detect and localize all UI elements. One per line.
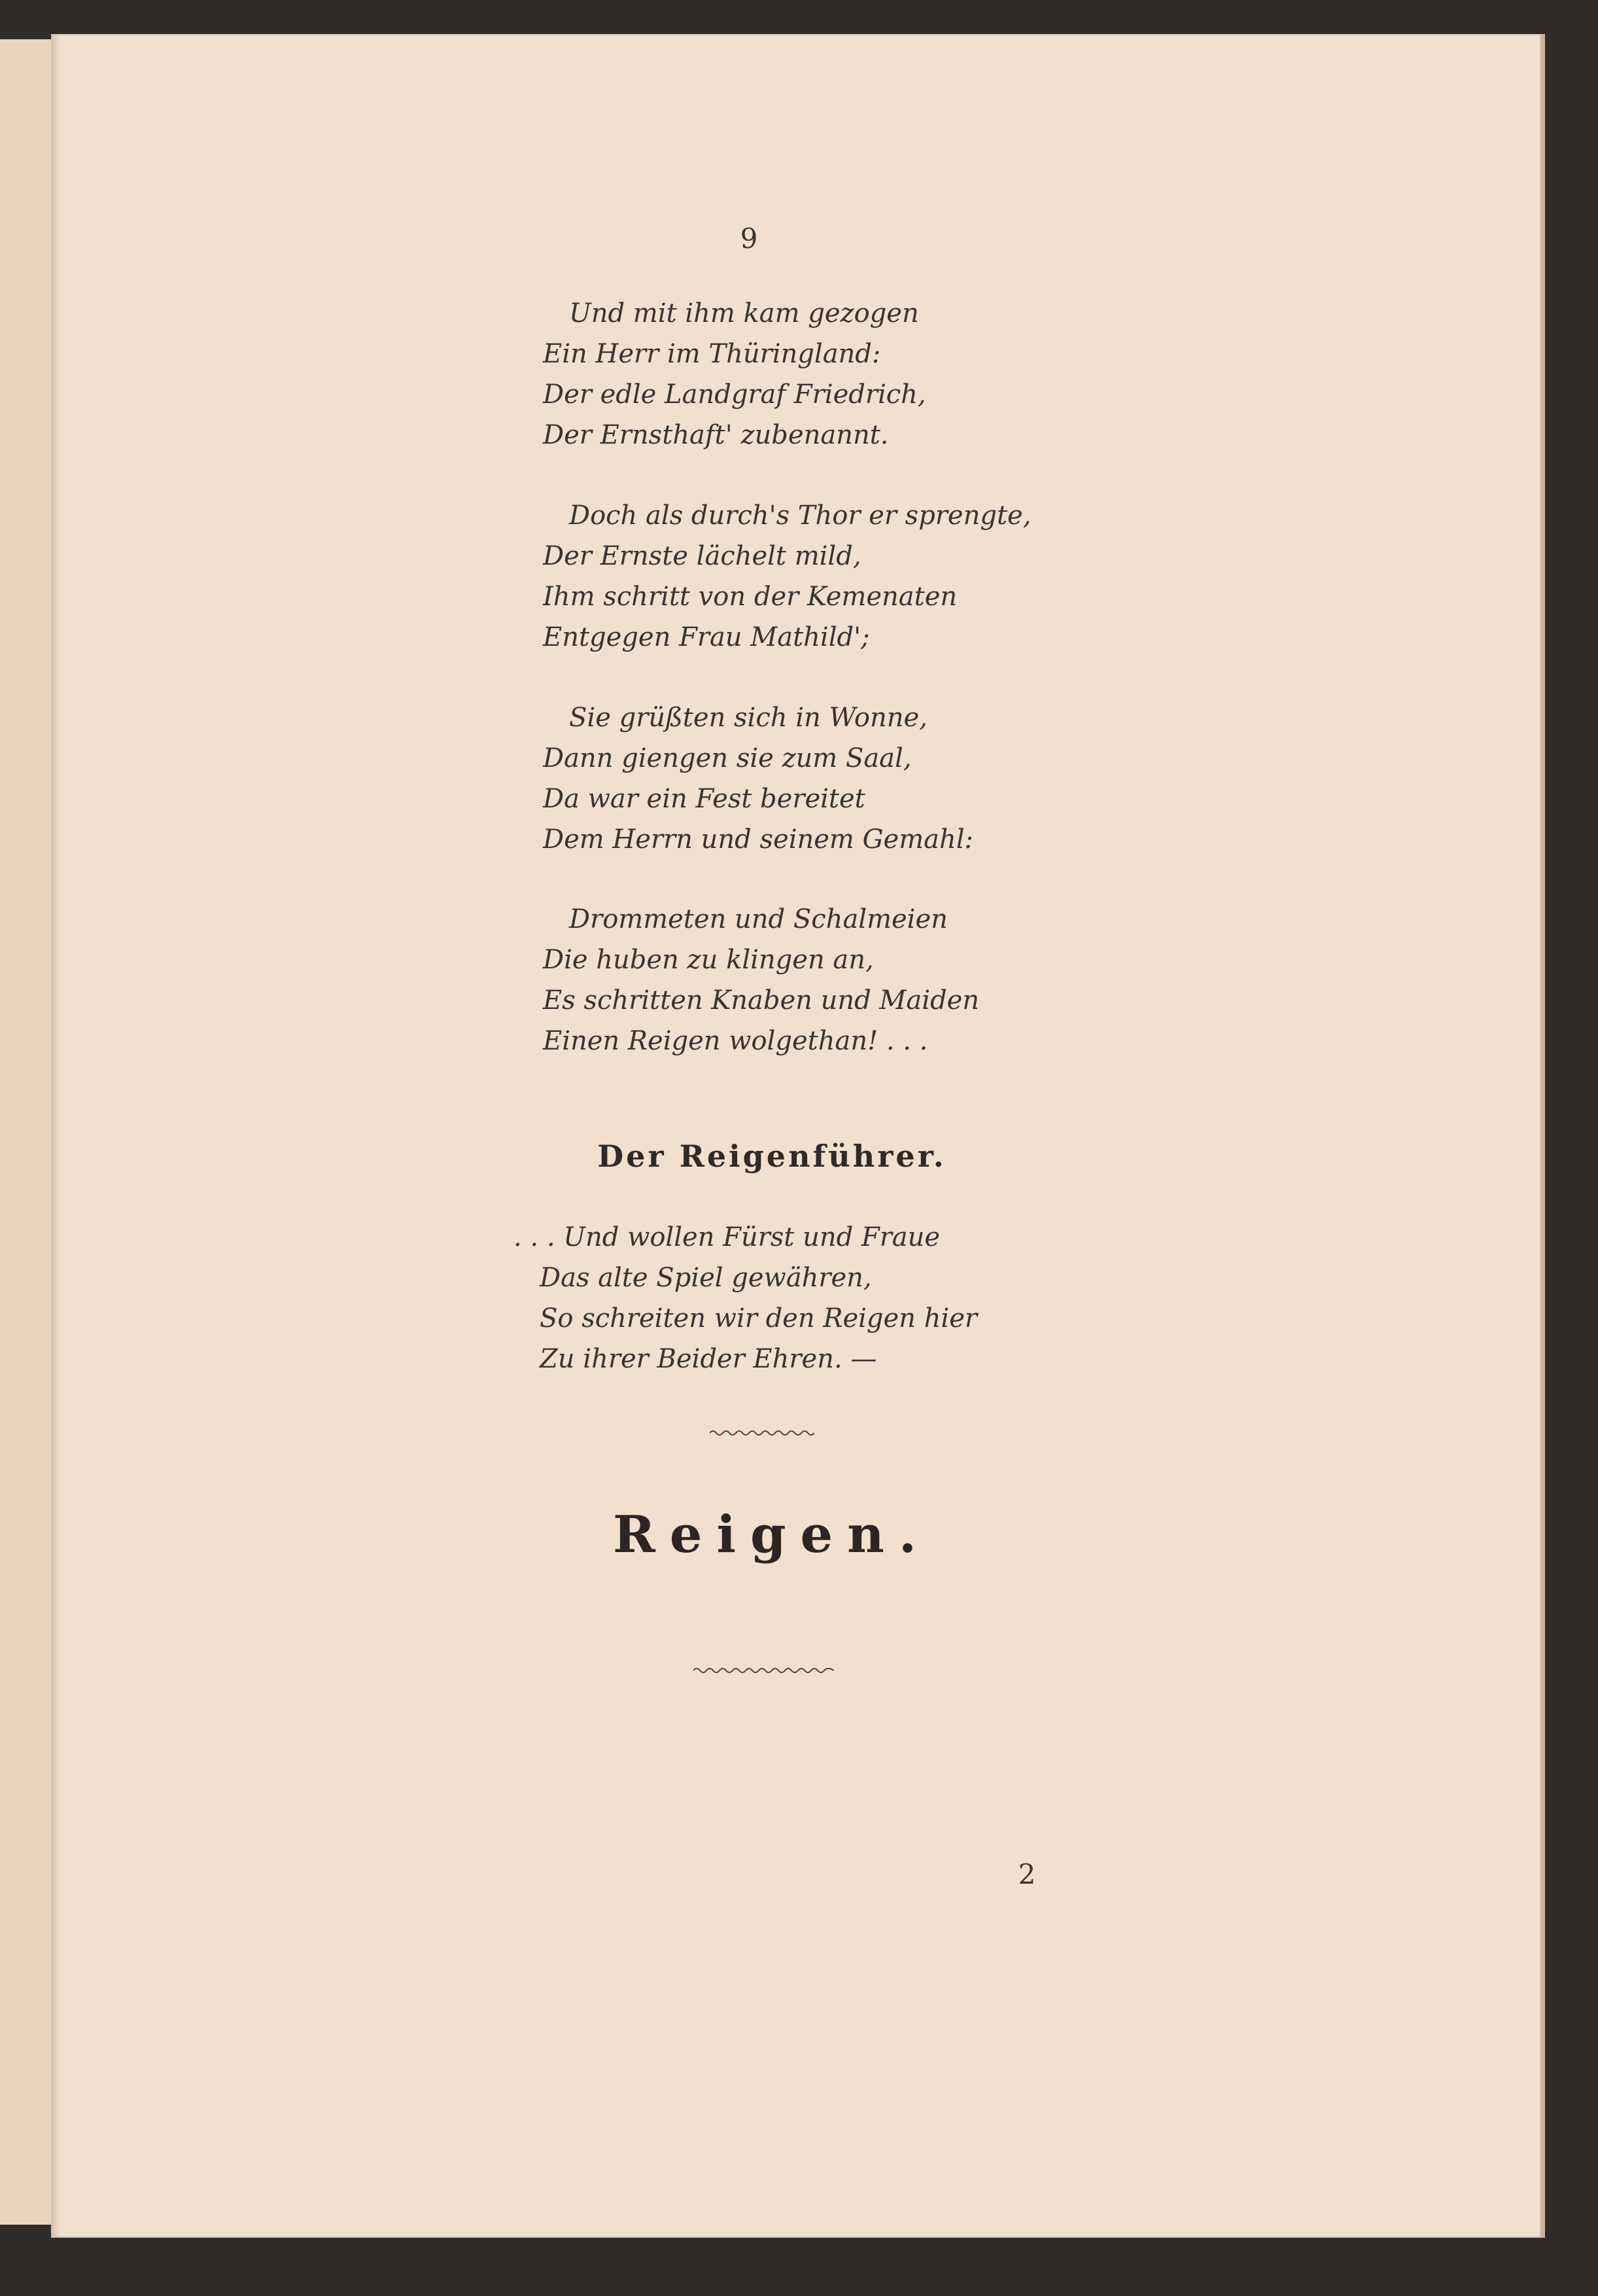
verse-line: So schreiten wir den Reigen hier [540, 1303, 978, 1333]
stanza-1 [543, 293, 1040, 455]
verse-line: Der edle Landgraf Friedrich, [543, 380, 926, 410]
signature-mark: 2 [1018, 1858, 1036, 1890]
ornamental-divider [693, 1664, 834, 1677]
ornamental-divider [710, 1426, 814, 1439]
verse-line: . . . Und wollen Fürst und Fraue [513, 1222, 941, 1252]
verse-line: Es schritten Knaben und Maiden [543, 985, 980, 1016]
verse-line: Sie grüßten sich in Wonne, [569, 703, 928, 733]
page-number: 9 [740, 222, 758, 255]
stanza-4 [543, 899, 1040, 1061]
verse-line: Und mit ihm kam gezogen [569, 298, 919, 328]
verse-line: Doch als durch's Thor er sprengte, [569, 501, 1032, 531]
verse-line: Einen Reigen wolgethan! . . . [543, 1026, 928, 1056]
verse-line: Ihm schritt von der Kemenaten [543, 582, 958, 612]
speaker-heading: Der Reigenführer. [597, 1139, 947, 1174]
verse-line: Der Ernste lächelt mild, [543, 541, 861, 571]
section-title: Reigen. [612, 1505, 931, 1564]
verse-line: Das alte Spiel gewähren, [540, 1263, 872, 1293]
speech-stanza [513, 1217, 1011, 1379]
verse-line: Da war ein Fest bereitet [543, 784, 865, 814]
verse-line: Zu ihrer Beider Ehren. — [540, 1344, 877, 1374]
adjacent-page-edge [0, 39, 53, 2225]
stanza-2 [543, 495, 1040, 658]
verse-line: Die huben zu klingen an, [543, 945, 874, 975]
stanza-3 [543, 698, 1040, 860]
verse-line: Entgegen Frau Mathild'; [543, 622, 870, 652]
binding-fold [51, 34, 60, 2238]
verse-line: Dem Herrn und seinem Gemahl: [543, 824, 974, 855]
verse-line: Dann giengen sie zum Saal, [543, 743, 912, 773]
verse-line: Der Ernsthaft' zubenannt. [543, 420, 889, 450]
verse-line: Ein Herr im Thüringland: [543, 339, 881, 369]
verse-line: Drommeten und Schalmeien [569, 904, 948, 934]
